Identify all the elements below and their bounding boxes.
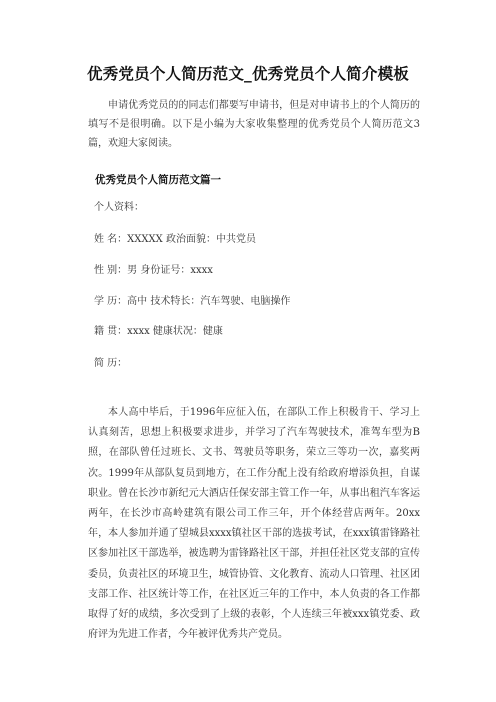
- personal-info-label: 个人资料：: [94, 202, 144, 213]
- name-politics-line: 姓 名：XXXXX 政治面貌：中共党员: [94, 234, 256, 245]
- hometown-health-line: 籍 贯：xxxx 健康状况：健康: [94, 326, 223, 337]
- document-title: 优秀党员个人简历范文_优秀党员个人简介模板: [87, 65, 409, 83]
- section-heading: 优秀党员个人简历范文篇一: [95, 174, 221, 186]
- education-skills-line: 学 历：高中 技术特长：汽车驾驶、电脑操作: [94, 296, 291, 307]
- resume-body-paragraph: 本人高中毕后，于1996年应征入伍，在部队工作上积极肯干、学习上认真刻苦，思想上积极要求进步，并学习了汽车驾驶技术，准驾车型为B照，在部队曾任过班长、文书、驾驶员等职务，荣立三等功一次，嘉奖两次。1999年从部队复员到地方，在工作分配上没有给政府增添负担，自谋职业。曾在长沙市新纪元大酒店任保安部主管工作一年，从事出租汽车客运两年，在长沙市高岭建筑有限公司工作三年，开个体经营店两年。20xx年，本人参加并通了望城县xxxx镇社区干部的选拔考试，在xxx镇雷锋路社区参加社区干部选举，被选聘为雷锋路社区干部，并担任社区党支部的宣传委员，负责社区的环境卫生，城管协管、文化教育、流动人口管理、社区团支部工作、社区统计等工作，在社区近三年的工作中，本人负责的各工作都取得了好的成绩，多次受到了上级的表彰，个人连续三年被xxx镇党委、政府评为先进工作者，今年被评优秀共产党员。: [88, 407, 420, 641]
- gender-id-line: 性 别：男 身份证号：xxxx: [94, 265, 213, 276]
- intro-paragraph: 申请优秀党员的的同志们都要写申请书，但是对申请书上的个人简历的填写不是很明确。以下是小编为大家收集整理的优秀党员个人简历范文3篇，欢迎大家阅读。: [88, 100, 420, 149]
- resume-label: 简 历：: [94, 358, 128, 369]
